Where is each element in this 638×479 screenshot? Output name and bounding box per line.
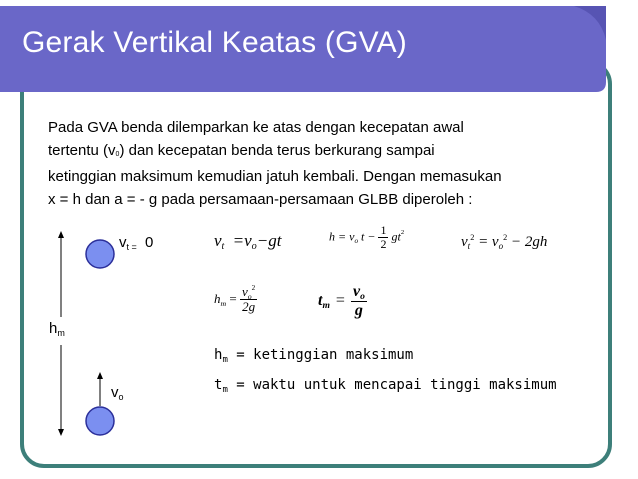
vo-label: $v_o$ [111,384,124,402]
slide-title: Gerak Vertikal Keatas (GVA) [22,26,407,59]
hm-label: $h_m$ [49,320,65,338]
definition-hm: $h_m$ = ketinggian maksimum [214,347,414,365]
paragraph-line-4: x = h dan a = - g pada persamaan-persamaan GLBB diperoleh : [48,191,473,208]
equation-vt: vt =vo−gt [214,231,282,252]
equation-hm: $h_m$ = $\frac{v_o^2}{2g}$ [214,284,256,315]
paragraph-line-3: ketinggian maksimum kemudian jatuh kembali. Dengan memasukan [48,168,502,185]
intro-paragraph [48,116,589,211]
paragraph-line-2: tertentu (v0) dan kecepatan benda terus berkurang sampai [48,142,435,159]
ball-bottom [86,407,114,435]
equation-vt-squared: $v_t^2 = v_o^2 - 2gh$ [461,233,548,251]
equation-h: $h = v_o$ t − $\frac{1}{2}$ $gt^2$ [329,223,405,252]
definition-tm: $t_m$ = waktu untuk mencapai tinggi maksimum [214,377,557,395]
equation-tm: tm = $\frac{vo}{g}$ [318,283,365,319]
vt-label: $v_{t =}$ 0 [119,234,154,252]
paragraph-line-1: Pada GVA benda dilemparkan ke atas dengan kecepatan awal [48,119,464,136]
ball-top [86,240,114,268]
